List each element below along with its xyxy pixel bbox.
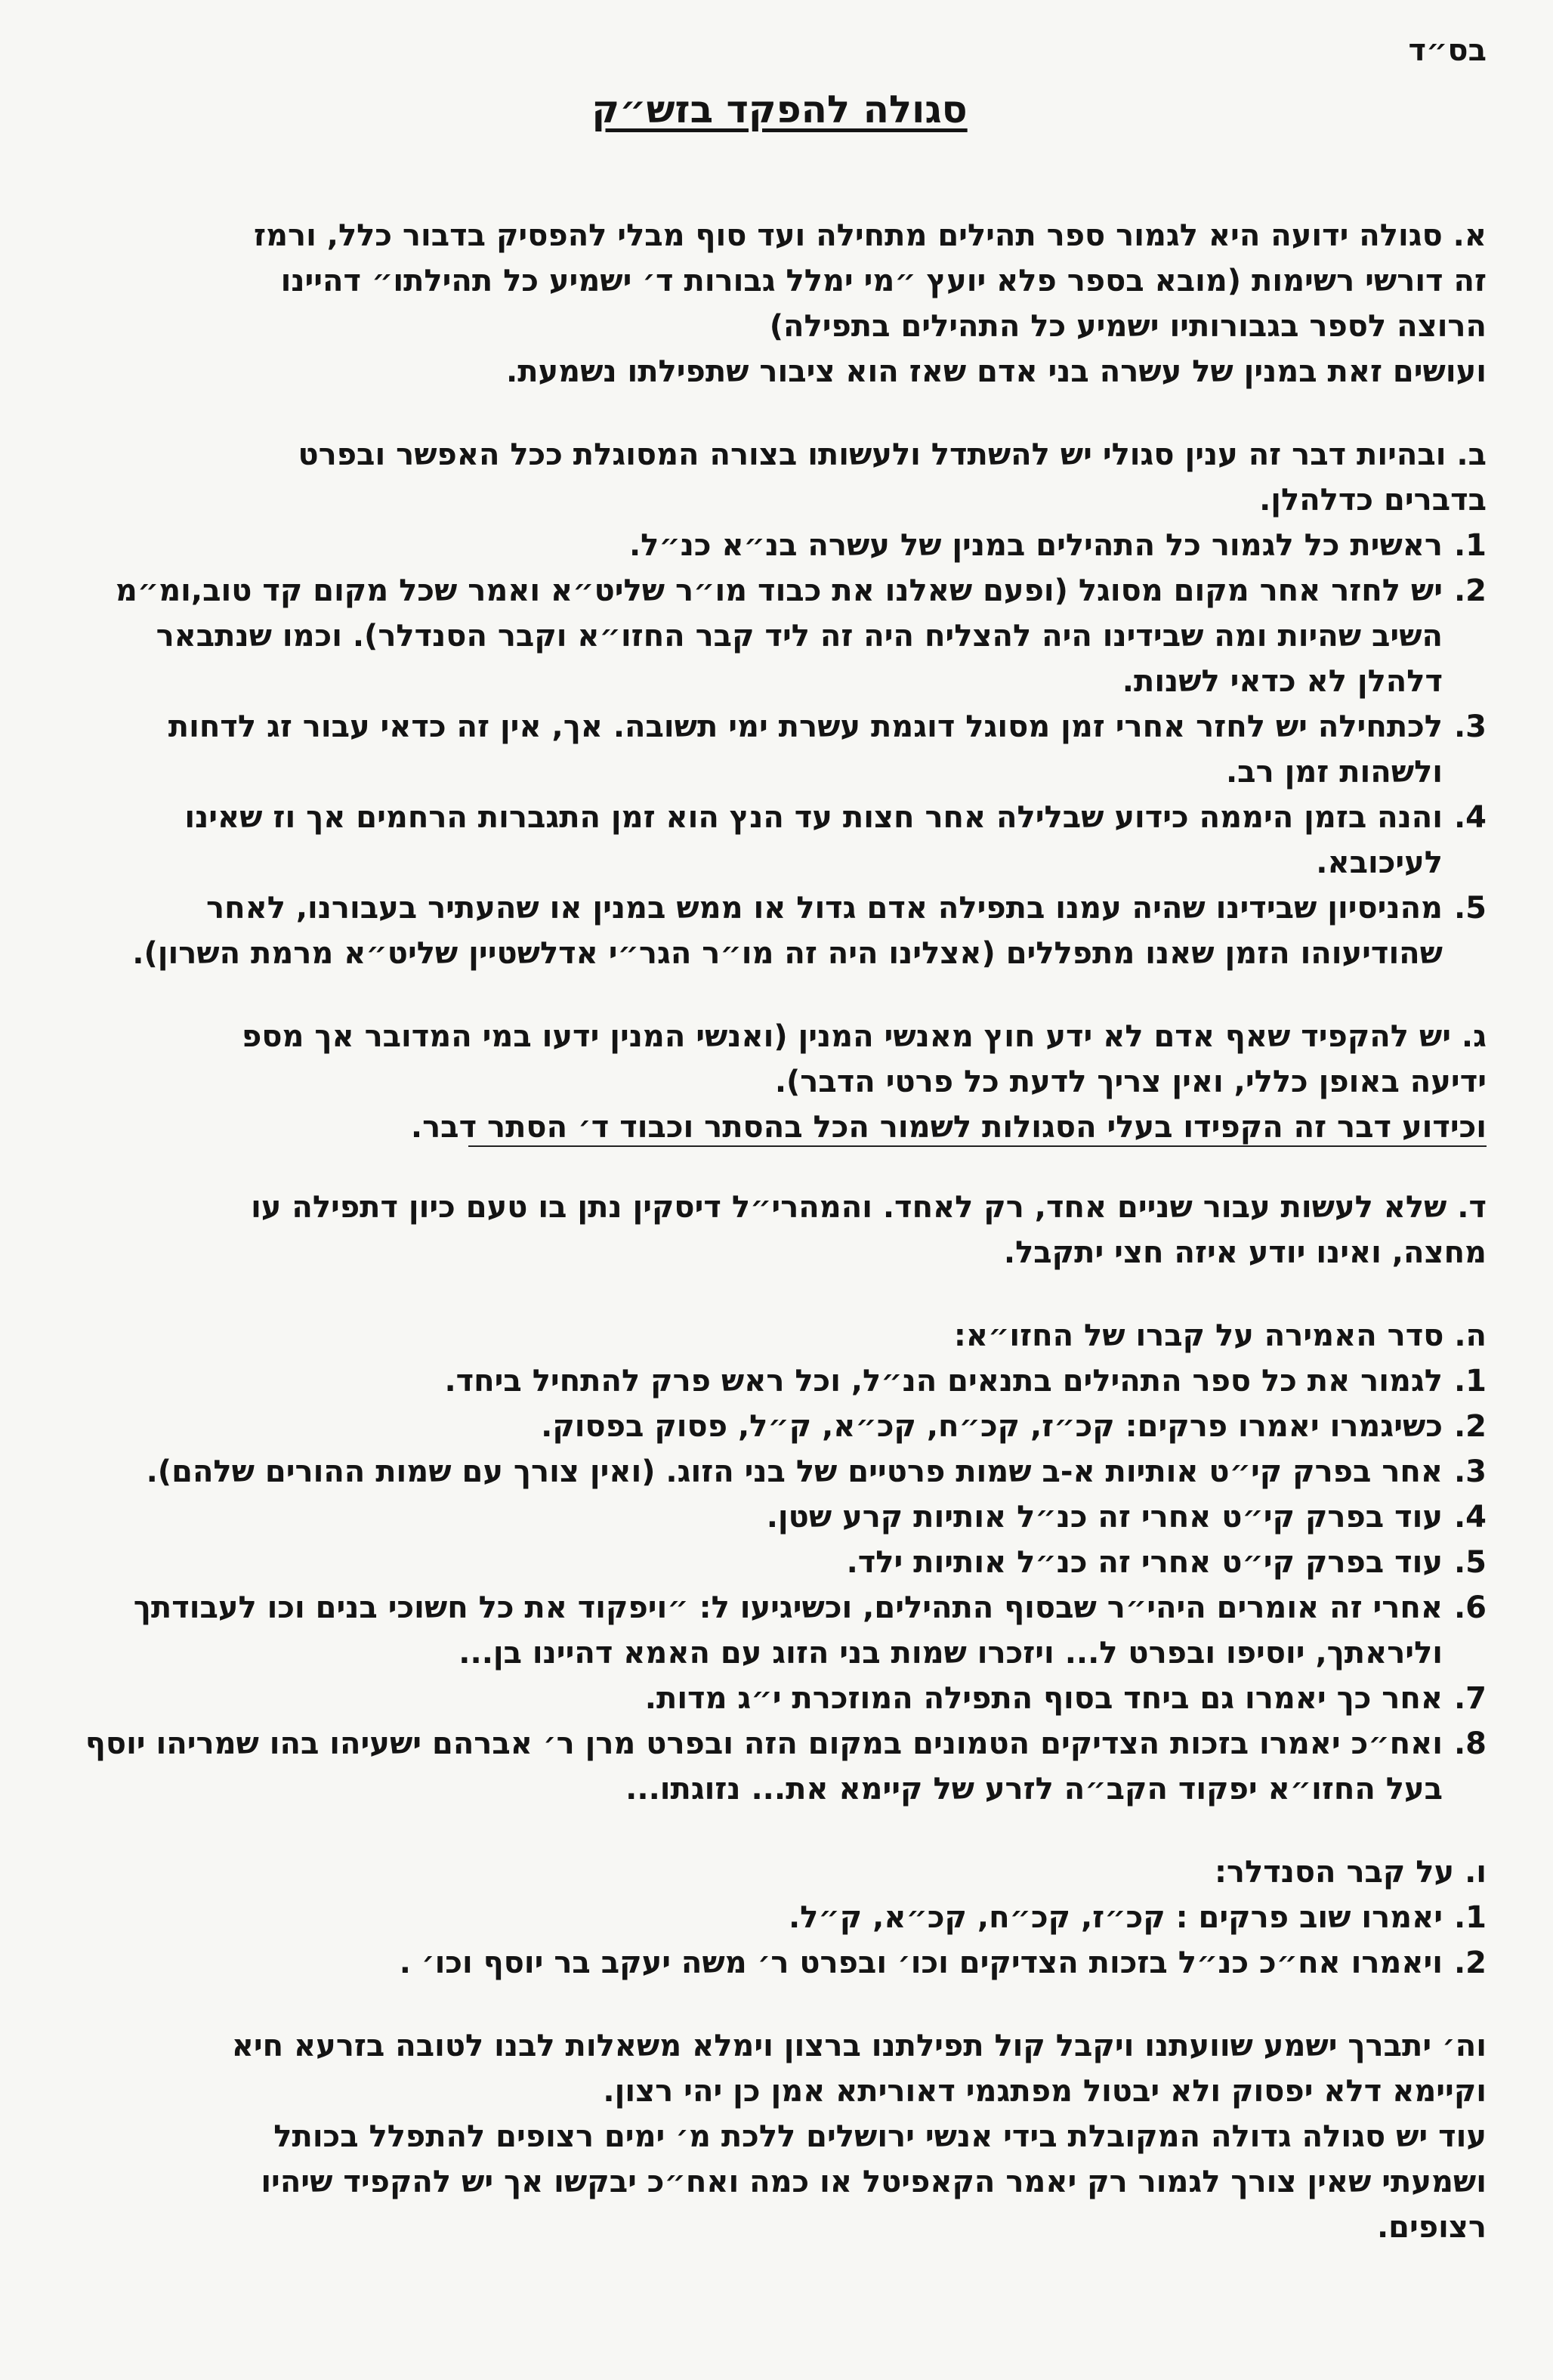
section-a-line: הרוצה לספר בגבורותיו ישמיע כל התהילים בתפילה) bbox=[769, 309, 1487, 344]
item-text: והנה בזמן היממה כידוע שבלילה אחר חצות עד הנץ הוא זמן התגברות הרחמים אך וז שאינו לעיכובא. bbox=[184, 800, 1443, 880]
section-g-line: וכידוע דבר זה הקפידו בעלי הסגולות לשמור הכל בהסתר וכבוד ד׳ הסתר דבר. bbox=[410, 1110, 1487, 1145]
document-title bbox=[73, 88, 1487, 131]
item-text: ואח״כ יאמרו בזכות הצדיקים הטמונים במקום הזה ובפרט מרן ר׳ אברהם ישעיהו בהו שמריהו יוסף בעל החזו״א יפקוד הקב״ה לזרע של קיימא את... נזוגתו... bbox=[85, 1726, 1443, 1807]
item-number: 7. bbox=[1453, 1681, 1487, 1716]
item-text: עוד בפרק קי״ט אחרי זה כנ״ל אותיות ילד. bbox=[846, 1545, 1443, 1580]
closing-line: וה׳ יתברך ישמע שוועתנו ויקבל קול תפילתנו ברצון וימלא משאלות לבנו לטובה בזרעא חיא bbox=[231, 2029, 1487, 2063]
section-a-line: ועושים זאת במנין של עשרה בני אדם שאז הוא ציבור שתפילתו נשמעת. bbox=[506, 354, 1487, 389]
section-d-line: ד. שלא לעשות עבור שניים אחד, רק לאחד. והמהרי״ל דיסקין נתן בו טעם כיון דתפילה עו bbox=[251, 1190, 1487, 1225]
closing-line: עוד יש סגולה גדולה המקובלת בידי אנשי ירושלים ללכת מ׳ ימים רצופים להתפלל בכותל bbox=[273, 2119, 1487, 2154]
list-item bbox=[73, 886, 1487, 976]
item-text: אחרי זה אומרים היהי״ר שבסוף התהילים, וכשיגיעו ל: ״ויפקוד את כל חשוכי בנים וכו לעבודתך וליראתך, יוסיפו ובפרט ל... ויזכרו שמות בני הזוג עם האמא דהיינו בן... bbox=[133, 1590, 1443, 1671]
section-g-line: ג. יש להקפיד שאף אדם לא ידע חוץ מאנשי המנין (ואנשי המנין ידעו במי המדובר אך מספ bbox=[242, 1019, 1487, 1054]
item-number: 5. bbox=[1453, 891, 1487, 926]
list-item bbox=[73, 1585, 1487, 1676]
list-item bbox=[73, 1540, 1487, 1585]
item-number: 5. bbox=[1453, 1545, 1487, 1580]
section-v bbox=[73, 1850, 1487, 1986]
item-text: ויאמרו אח״כ כנ״ל בזכות הצדיקים וכו׳ ובפרט ר׳ משה יעקב בר יוסף וכו׳ . bbox=[399, 1946, 1443, 1980]
item-text: לגמור את כל ספר התהילים בתנאים הנ״ל, וכל ראש פרק להתחיל ביחד. bbox=[444, 1364, 1443, 1399]
item-number: 1. bbox=[1453, 1900, 1487, 1935]
item-text: יאמרו שוב פרקים : קכ״ז, קכ״ח, קכ״א, ק״ל. bbox=[788, 1900, 1443, 1935]
list-item bbox=[73, 704, 1487, 795]
closing-line: וקיימא דלא יפסוק ולא יבטול מפתגמי דאוריתא אמן כן יהי רצון. bbox=[603, 2074, 1487, 2109]
item-text: אחר כך יאמרו גם ביחד בסוף התפילה המוזכרת י״ג מדות. bbox=[644, 1681, 1443, 1716]
item-number: 3. bbox=[1453, 709, 1487, 744]
list-item bbox=[73, 568, 1487, 704]
section-g bbox=[73, 1014, 1487, 1147]
section-a bbox=[73, 213, 1487, 394]
list-item bbox=[73, 1358, 1487, 1404]
section-a-line: זה דורשי רשימות (מובא בספר פלא יועץ ״מי ימלל גבורות ד׳ ישמיע כל תהילתו״ דהיינו bbox=[280, 264, 1487, 298]
item-text: לכתחילה יש לחזר אחרי זמן מסוגל דוגמת עשרת ימי תשובה. אך, אין זה כדאי עבור זג לדחות ולשהות זמן רב. bbox=[168, 709, 1443, 790]
section-d bbox=[73, 1185, 1487, 1275]
bsd-header: בס״ד bbox=[1408, 33, 1487, 68]
section-g-line: ידיעה באופן כללי, ואין צריך לדעת כל פרטי הדבר). bbox=[774, 1065, 1487, 1099]
item-number: 8. bbox=[1453, 1726, 1487, 1761]
section-a-line: א. סגולה ידועה היא לגמור ספר תהילים מתחילה ועד סוף מבלי להפסיק בדבור כלל, ורמז bbox=[254, 218, 1487, 253]
item-number: 2. bbox=[1453, 1409, 1487, 1444]
item-number: 4. bbox=[1453, 1500, 1487, 1535]
section-h bbox=[73, 1313, 1487, 1812]
closing-line: רצופים. bbox=[1376, 2210, 1487, 2245]
item-number: 1. bbox=[1453, 1364, 1487, 1399]
section-b-intro: בדברים כדלהלן. bbox=[1259, 483, 1487, 518]
list-item bbox=[73, 795, 1487, 886]
list-item bbox=[73, 1895, 1487, 1940]
item-number: 3. bbox=[1453, 1454, 1487, 1489]
section-b bbox=[73, 432, 1487, 976]
item-number: 4. bbox=[1453, 800, 1487, 835]
item-text: כשיגמרו יאמרו פרקים: קכ״ז, קכ״ח, קכ״א, ק״ל, פסוק בפסוק. bbox=[541, 1409, 1443, 1444]
item-text: עוד בפרק קי״ט אחרי זה כנ״ל אותיות קרע שטן. bbox=[766, 1500, 1443, 1535]
item-number: 2. bbox=[1453, 1946, 1487, 1980]
item-text: יש לחזר אחר מקום מסוגל (ופעם שאלנו את כבוד מו״ר שליט״א ואמר שכל מקום קד טוב,ומ״מ השיב שהיות ומה שבידינו היה להצליח היה זה ליד קבר החזו״א וקבר הסנדלר). וכמו שנתבאר דלהלן לא כדאי לשנות. bbox=[115, 573, 1443, 699]
list-item bbox=[73, 1721, 1487, 1812]
closing-section bbox=[73, 2023, 1487, 2250]
list-item bbox=[73, 1494, 1487, 1540]
closing-line: ושמעתי שאין צורך לגמור רק יאמר הקאפיטל או כמה ואח״כ יבקשו אך יש להקפיד שיהיו bbox=[261, 2165, 1487, 2199]
list-item bbox=[73, 523, 1487, 568]
list-item bbox=[73, 1449, 1487, 1494]
item-text: מהניסיון שבידינו שהיה עמנו בתפילה אדם גדול או ממש במנין או שהעתיר בעבורנו, לאחר שהודיעוהו הזמן שאנו מתפללים (אצלינו היה זה מו״ר הגר״י אדלשטיין שליט״א מרמת השרון). bbox=[132, 891, 1443, 971]
item-number: 2. bbox=[1453, 573, 1487, 608]
section-b-intro: ב. ובהיות דבר זה ענין סגולי יש להשתדל ולעשותו בצורה המסוגלת ככל האפשר ובפרט bbox=[298, 437, 1487, 472]
item-text: ראשית כל לגמור כל התהילים במנין של עשרה בנ״א כנ״ל. bbox=[628, 528, 1443, 563]
item-number: 1. bbox=[1453, 528, 1487, 563]
item-text: אחר בפרק קי״ט אותיות א-ב שמות פרטיים של בני הזוג. (ואין צורך עם שמות ההורים שלהם). bbox=[146, 1454, 1443, 1489]
section-h-intro: ה. סדר האמירה על קברו של החזו״א: bbox=[953, 1318, 1487, 1353]
list-item bbox=[73, 1676, 1487, 1721]
section-v-intro: ו. על קבר הסנדלר: bbox=[1214, 1855, 1487, 1890]
list-item bbox=[73, 1940, 1487, 1986]
section-d-line: מחצה, ואינו יודע איזה חצי יתקבל. bbox=[1003, 1235, 1487, 1270]
list-item bbox=[73, 1404, 1487, 1449]
document-title-text: סגולה להפקד בזש״ק bbox=[591, 88, 968, 131]
item-number: 6. bbox=[1453, 1590, 1487, 1625]
